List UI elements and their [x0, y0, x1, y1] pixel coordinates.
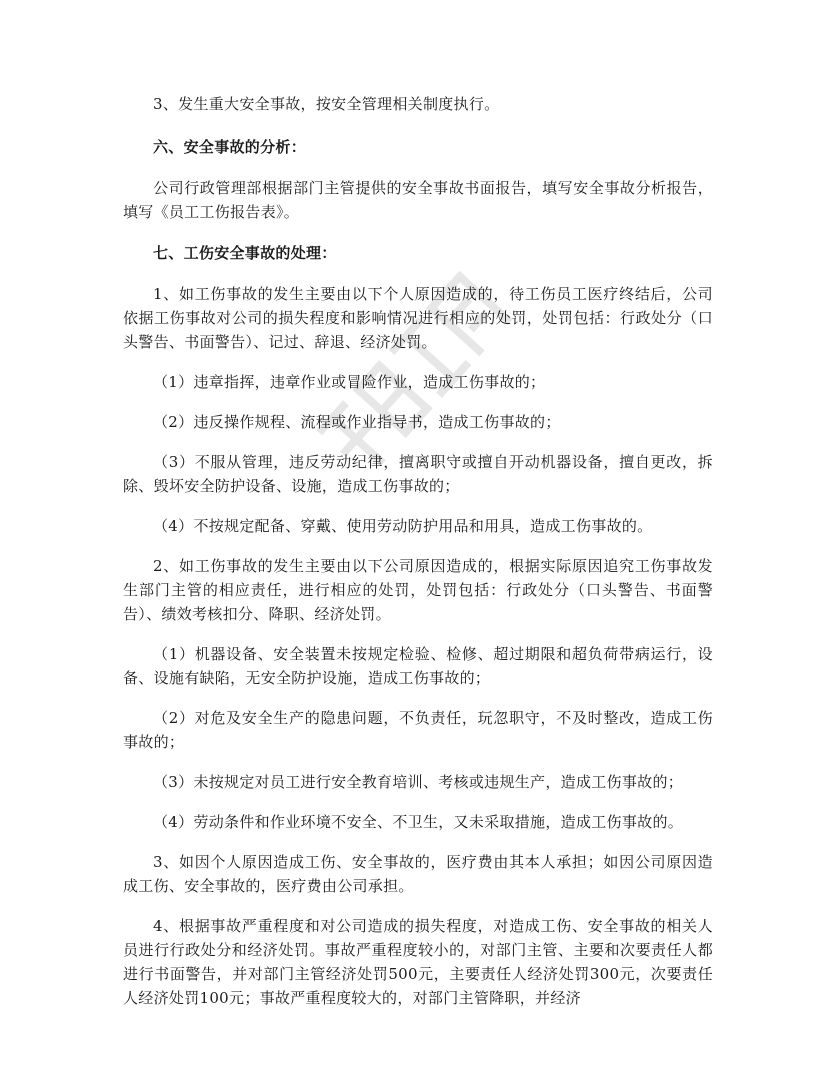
paragraph-company-causes: 2、如工伤事故的发生主要由以下公司原因造成的，根据实际原因追究工伤事故发生部门主管的相应责任，进行相应的处罚，处罚包括：行政处分（口头警告、书面警告）、绩效考核扣分、降职、经济处罚。	[123, 557, 713, 623]
list-item-personal-1: （1）违章指挥，违章作业或冒险作业，造成工伤事故的；	[153, 373, 546, 391]
list-item-personal-4: （4）不按规定配备、穿戴、使用劳动防护用品和用具，造成工伤事故的。	[153, 517, 653, 535]
paragraph-personal-causes: 1、如工伤事故的发生主要由以下个人原因造成的，待工伤员工医疗终结后，公司依据工伤事故对公司的损失程度和影响情况进行相应的处罚，处罚包括：行政处分（口头警告、书面警告）、记过、辞退、经济处罚。	[123, 285, 713, 351]
list-item-personal-2: （2）违反操作规程、流程或作业指导书，造成工伤事故的；	[153, 413, 561, 431]
paragraph-rule-3: 3、发生重大安全事故，按安全管理相关制度执行。	[153, 95, 500, 113]
list-item-company-1: （1）机器设备、安全装置未按规定检验、检修、超过期限和超负荷带病运行，设备、设施有缺陷，无安全防护设施，造成工伤事故的；	[123, 645, 713, 687]
section-heading-7: 七、工伤安全事故的处理：	[153, 244, 337, 262]
document-body	[123, 92, 713, 1010]
list-item-company-4: （4）劳动条件和作业环境不安全、不卫生，又未采取措施，造成工伤事故的。	[153, 813, 684, 831]
paragraph-medical-costs: 3、如因个人原因造成工伤、安全事故的，医疗费由其本人承担；如因公司原因造成工伤、安全事故的，医疗费由公司承担。	[123, 853, 713, 895]
list-item-company-2: （2）对危及安全生产的隐患问题，不负责任，玩忽职守，不及时整改，造成工伤事故的；	[123, 709, 713, 751]
list-item-personal-3: （3）不服从管理，违反劳动纪律，擅离职守或擅自开动机器设备，擅自更改，拆除、毁坏安全防护设备、设施，造成工伤事故的；	[123, 453, 713, 495]
paragraph-penalties: 4、根据事故严重程度和对公司造成的损失程度，对造成工伤、安全事故的相关人员进行行政处分和经济处罚。事故严重程度较小的，对部门主管、主要和次要责任人都进行书面警告，并对部门主管经济处罚500元，主要责任人经济处罚300元，次要责任人经济处罚100元；事故严重程度较大的，对部门主管降职，并经济	[123, 917, 713, 1007]
list-item-company-3: （3）未按规定对员工进行安全教育培训、考核或违规生产，造成工伤事故的；	[153, 773, 684, 791]
section-heading-6: 六、安全事故的分析：	[153, 138, 307, 156]
paragraph-analysis: 公司行政管理部根据部门主管提供的安全事故书面报告，填写安全事故分析报告，填写《员工工伤报告表》。	[123, 179, 713, 221]
